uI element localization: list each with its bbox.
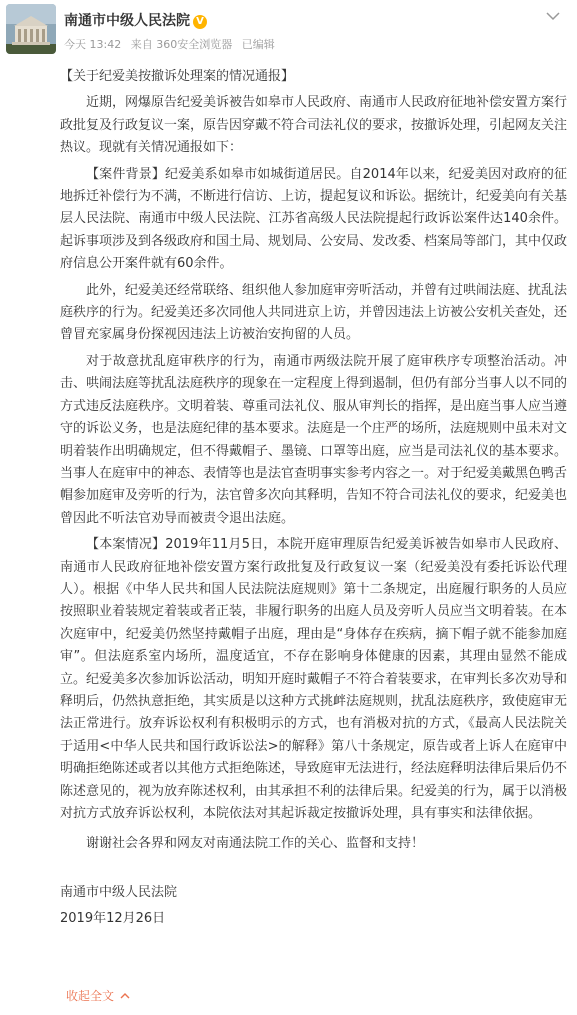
article-case: 【本案情况】2019年11月5日，本院开庭审理原告纪爱美诉被告如皋市人民政府、南通市人民政府征地补偿安置方案行政批复及行政复议一案（纪爱美没有委托诉讼代理人）。根据《中华人民共和国人民法院法庭规则》第十二条规定，出庭履行职务的人员应按照职业着装规定着装或者正装，非履行职务的出庭人员及旁听人员应当文明着装。在本次庭审中，纪爱美仍然坚持戴帽子出庭，理由是“身体存在疾病，摘下帽子就不能参加庭审”。但法庭系室内场所，温度适宜，不存在影响身体健康的因素，其理由显然不能成立。纪爱美多次参加诉讼活动，明知开庭时戴帽子不符合着装要求，在审判长多次劝导和释明后，仍然执意拒绝，其实质是以这种方式挑衅法庭规则，扰乱法庭秩序，致使庭审无法正常进行。放弃诉讼权利有积极明示的方式，也有消极对抗的方式，《最高人民法院关于适用<中华人民共和国行政诉讼法>的解释》第八十条规定，原告或者上诉人在庭审中明确拒绝陈述或者以其他方式拒绝陈述，导致庭审无法进行，经法庭释明法律后果后仍不陈述意见的，视为放弃陈述权利，由其承担不利的法律后果。纪爱美的行为，属于以消极对抗方式放弃诉讼权利，本院依法对其起诉裁定按撤诉处理，具有事实和法律依据。 — [60, 537, 568, 821]
court-building-image — [6, 4, 56, 54]
article-date: 2019年12月26日 — [60, 911, 166, 927]
article-thanks: 谢谢社会各界和网友对南通法院工作的关心、监督和支持！ — [86, 836, 425, 852]
article-signature: 南通市中级人民法院 — [60, 884, 178, 900]
post-content — [60, 66, 567, 935]
post-meta — [64, 36, 281, 52]
article-paragraph: 此外，纪爱美还经常联络、组织他人参加庭审旁听活动，并曾有过哄闹法庭、扰乱法庭秩序的行为。纪爱美还多次同他人共同进京上访，并曾因违法上访被公安机关查处，还曾冒充家属身份探视因违法上访被治安拘留的人员。 — [60, 282, 568, 343]
collapse-button[interactable] — [66, 987, 130, 1004]
account-name[interactable] — [64, 10, 207, 30]
avatar[interactable] — [6, 4, 56, 54]
post-source: 来自 360安全浏览器 — [130, 38, 233, 51]
chevron-up-icon — [120, 991, 130, 1001]
chevron-down-icon[interactable] — [543, 8, 563, 24]
collapse-label[interactable]: 收起全文 — [66, 989, 115, 1003]
article-intro: 近期，网爆原告纪爱美诉被告如皋市人民政府、南通市人民政府征地补偿安置方案行政批复及行政复议一案，原告因穿戴不符合司法礼仪的要求，按撤诉处理，引起网友关注热议。现就有关情况通报如下： — [60, 95, 568, 156]
article-paragraph: 对于故意扰乱庭审秩序的行为，南通市两级法院开展了庭审秩序专项整治活动。冲击、哄闹法庭等扰乱法庭秩序的现象在一定程度上得到遏制，但仍有部分当事人以不同的方式违反法庭秩序。文明着装、尊重司法礼仪、服从审判长的指挥，是出庭当事人应当遵守的诉讼义务，也是法庭纪律的基本要求。法庭是一个庄严的场所，法庭规则中虽未对文明着装作出明确规定，但不得戴帽子、墨镜、口罩等出庭，应当是司法礼仪的基本要求。当事人在庭审中的神态、表情等也是法官查明事实参考内容之一。对于纪爱美戴黑色鸭舌帽参加庭审及旁听的行为，法官曾多次向其释明，告知不符合司法礼仪的要求，纪爱美也曾因此不听法官劝导而被责令退出法庭。 — [60, 353, 568, 526]
post-time[interactable]: 今天 13:42 — [64, 38, 122, 51]
edited-label[interactable]: 已编辑 — [241, 38, 275, 51]
verified-badge-icon: V — [193, 15, 207, 29]
article-title: 【关于纪爱美按撤诉处理案的情况通报】 — [60, 69, 295, 84]
article-background: 【案件背景】纪爱美系如皋市如城街道居民。自2014年以来，纪爱美因对政府的征地拆迁补偿行为不满，不断进行信访、上访，提起复议和诉讼。据统计，纪爱美向有关基层人民法院、南通市中级人民法院、江苏省高级人民法院提起行政诉讼案件达140余件。起诉事项涉及到各级政府和国土局、规划局、公安局、发改委、档案局等部门，其中仅政府信息公开案件就有60余件。 — [60, 166, 568, 272]
post-header — [0, 0, 577, 60]
account-name-text[interactable]: 南通市中级人民法院 — [64, 13, 190, 29]
